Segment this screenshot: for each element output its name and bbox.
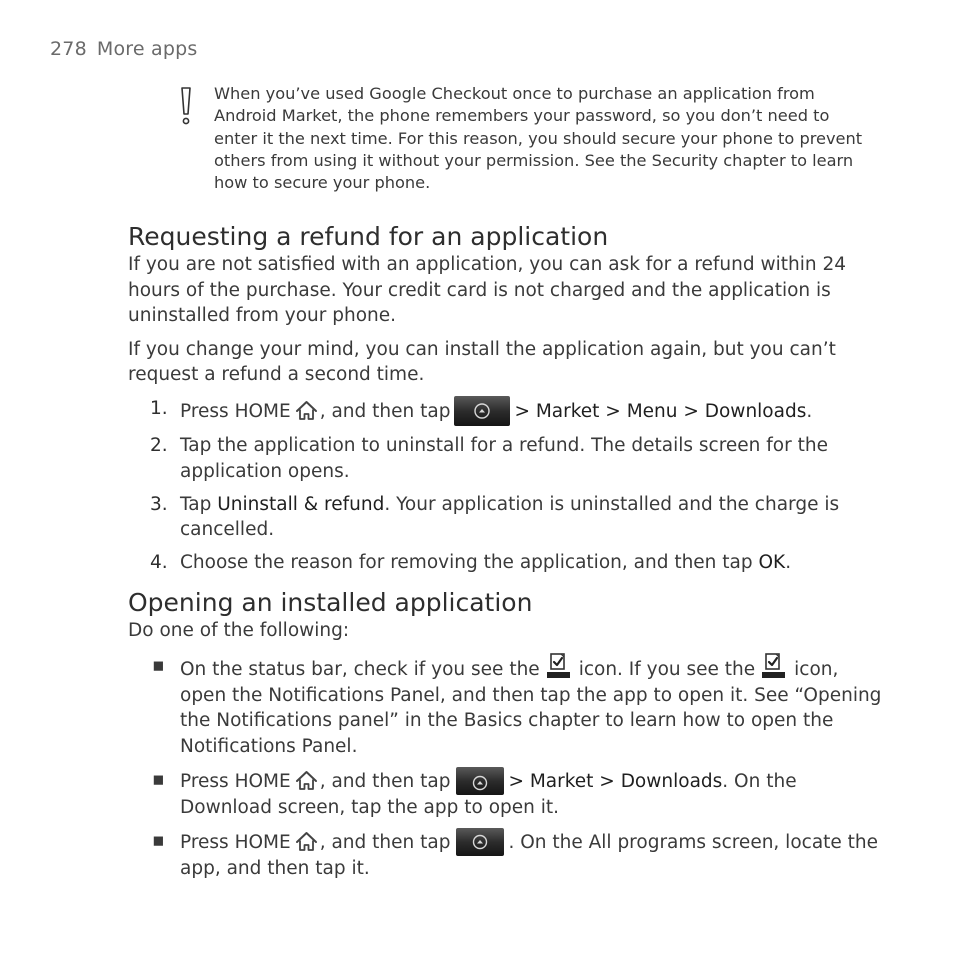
- section-name: More apps: [96, 38, 198, 60]
- main-content: [128, 222, 888, 889]
- download-complete-icon: [761, 653, 786, 679]
- bullet-text: Press HOME: [180, 831, 291, 853]
- open-app-options: [128, 653, 888, 881]
- all-apps-button-icon: [456, 767, 504, 795]
- section-title-open-app: Opening an installed application: [128, 587, 533, 617]
- bullet-icon: ▪: [152, 655, 165, 676]
- list-item: ▪ On the status bar, check if you see the icon. If you see the icon, open the Notifications Panel, and then tap the app to open it. See “Opening the Notifications panel” in the Basics chapter to learn how to open the Notifications Panel.: [152, 655, 882, 757]
- step-number: 2.: [150, 435, 168, 456]
- step-text: Tap the application to uninstall for a refund. The details screen for the application opens.: [180, 435, 828, 482]
- step-number: 3.: [150, 493, 168, 515]
- note-text: When you’ve used Google Checkout once to purchase an application from Android Market, the phone remembers your password, so you don’t need to enter it the next time. For this reason, you should secure your phone to prevent others from using it without your permission. See the Security chapter to learn how to secure your phone.: [214, 84, 863, 193]
- all-apps-button-icon: [454, 396, 510, 426]
- all-apps-button-icon: [456, 828, 504, 856]
- step-ui-label: OK: [758, 552, 786, 573]
- bullet-text: On the status bar, check if you see the: [180, 659, 540, 680]
- step-ui-label: Uninstall & refund: [217, 493, 385, 515]
- open-app-intro: Do one of the following:: [128, 619, 350, 641]
- step-number: 1.: [150, 397, 168, 419]
- note-box: [214, 83, 874, 194]
- refund-paragraph-1: If you are not satisfied with an application, you can ask for a refund within 24 hours of the purchase. Your credit card is not charged and the application is uninstalled from your phone.: [128, 254, 847, 326]
- list-item: 4. Choose the reason for removing the application, and then tap OK.: [128, 550, 888, 576]
- home-icon: [295, 770, 318, 791]
- list-item: ▪ Press HOME , and then tap . On the All programs screen, locate the app, and then tap it.: [152, 829, 879, 879]
- page-header: [50, 38, 197, 60]
- page-number: 278: [50, 38, 87, 60]
- home-icon: [295, 400, 318, 421]
- bullet-icon: ▪: [152, 768, 165, 790]
- download-complete-icon: [546, 653, 571, 679]
- bullet-text: Press HOME: [180, 770, 291, 792]
- refund-steps: [128, 396, 888, 576]
- step-ui-path: > Market > Menu > Downloads: [514, 400, 807, 422]
- step-text: Choose the reason for removing the application, and then tap: [180, 552, 759, 573]
- exclamation-icon: [177, 86, 195, 128]
- step-text: , and then tap: [319, 400, 451, 422]
- bullet-icon: ▪: [152, 829, 165, 851]
- section-title-refund: Requesting a refund for an application: [128, 222, 609, 251]
- home-icon: [295, 831, 318, 852]
- bullet-ui-path: > Market > Downloads: [508, 770, 723, 792]
- list-item: 1. Press HOME , and then tap > Market > Menu > Downloads.: [128, 396, 888, 426]
- list-item: ▪ Press HOME , and then tap > Market > Downloads. On the Download screen, tap the app to open it.: [152, 768, 797, 818]
- list-item: 3. Tap Uninstall & refund. Your application is uninstalled and the charge is cancelled.: [150, 493, 840, 540]
- refund-paragraph-2: If you change your mind, you can install the application again, but you can’t request a refund a second time.: [128, 338, 836, 385]
- step-text: Tap: [180, 493, 218, 515]
- list-item: [128, 433, 888, 484]
- step-text: Press HOME: [180, 400, 291, 422]
- step-number: 4.: [150, 552, 168, 573]
